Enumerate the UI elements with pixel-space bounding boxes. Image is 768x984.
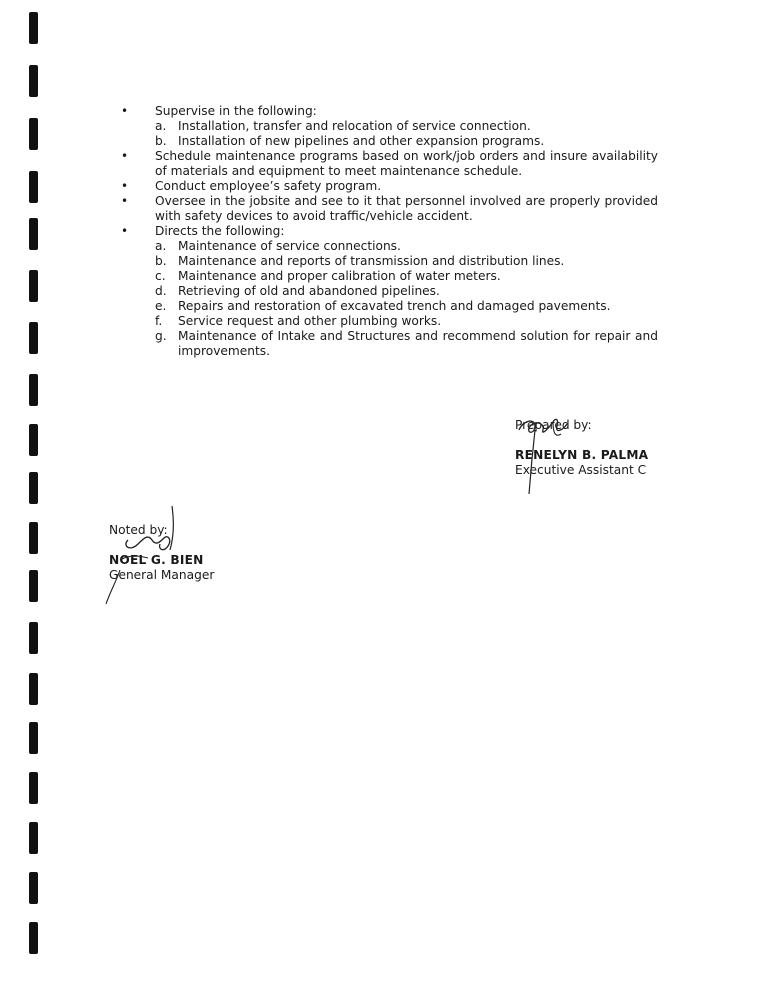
item-text: Installation, transfer and relocation of service connection. <box>178 119 531 133</box>
item-text: Maintenance of service connections. <box>178 239 401 253</box>
binding-mark <box>29 171 38 203</box>
noted-by-label: Noted by: <box>109 523 168 537</box>
sub-list-item <box>118 314 658 329</box>
item-text: Maintenance of Intake and Structures and recommend solution for repair and improvements. <box>178 329 658 358</box>
list-item <box>118 224 658 239</box>
preparer-name: RENELYN B. PALMA <box>515 448 649 462</box>
item-letter: d. <box>155 284 167 298</box>
bullet-icon: • <box>121 179 129 193</box>
item-text: Maintenance and proper calibration of water meters. <box>178 269 501 283</box>
sub-list-item <box>118 119 658 134</box>
item-letter: a. <box>155 119 167 133</box>
binding-mark <box>29 872 38 904</box>
binding-mark <box>29 12 38 44</box>
item-text: Directs the following: <box>155 224 285 238</box>
binding-mark <box>29 822 38 854</box>
binding-mark <box>29 65 38 97</box>
item-letter: e. <box>155 299 167 313</box>
binding-mark <box>29 424 38 456</box>
sub-list-item <box>118 329 658 359</box>
binding-mark <box>29 322 38 354</box>
bullet-icon: • <box>121 104 129 118</box>
approver-title: General Manager <box>109 568 215 582</box>
item-text: Retrieving of old and abandoned pipelines. <box>178 284 440 298</box>
sub-list-item <box>118 284 658 299</box>
sub-list-item <box>118 239 658 254</box>
prepared-by-label: Prepared by: <box>515 418 592 432</box>
item-text: Maintenance and reports of transmission and distribution lines. <box>178 254 565 268</box>
binding-mark <box>29 374 38 406</box>
noted-by-block <box>109 523 214 583</box>
item-letter: f. <box>155 314 163 328</box>
bullet-icon: • <box>121 194 129 208</box>
binding-mark <box>29 622 38 654</box>
bullet-icon: • <box>121 149 129 163</box>
item-letter: c. <box>155 269 166 283</box>
list-item <box>118 104 658 119</box>
item-letter: a. <box>155 239 167 253</box>
item-text: Schedule maintenance programs based on work/job orders and insure availability of materials and equipment to meet maintenance schedule. <box>155 149 658 178</box>
list-item <box>118 194 658 224</box>
binding-mark <box>29 722 38 754</box>
prepared-by-block <box>515 418 648 478</box>
item-text: Supervise in the following: <box>155 104 317 118</box>
sub-list-item <box>118 254 658 269</box>
list-item <box>118 149 658 179</box>
binding-mark <box>29 772 38 804</box>
approver-name: NOEL G. BIEN <box>109 553 204 567</box>
sub-list-item <box>118 269 658 284</box>
duties-list <box>118 104 658 359</box>
item-text: Conduct employee’s safety program. <box>155 179 382 193</box>
binding-mark <box>29 472 38 504</box>
item-text: Service request and other plumbing works. <box>178 314 442 328</box>
item-letter: b. <box>155 134 167 148</box>
binding-mark <box>29 270 38 302</box>
preparer-title: Executive Assistant C <box>515 463 647 477</box>
binding-mark <box>29 673 38 705</box>
item-text: Installation of new pipelines and other expansion programs. <box>178 134 545 148</box>
item-letter: b. <box>155 254 167 268</box>
item-letter: g. <box>155 329 167 343</box>
list-item <box>118 179 658 194</box>
sub-list-item <box>118 299 658 314</box>
binding-mark <box>29 522 38 554</box>
bullet-icon: • <box>121 224 129 238</box>
binding-mark <box>29 922 38 954</box>
sub-list-item <box>118 134 658 149</box>
item-text: Oversee in the jobsite and see to it that personnel involved are properly provided with safety devices to avoid traffic/vehicle accident. <box>155 194 658 223</box>
item-text: Repairs and restoration of excavated trench and damaged pavements. <box>178 299 611 313</box>
binding-mark <box>29 118 38 150</box>
binding-mark <box>29 218 38 250</box>
binding-mark <box>29 570 38 602</box>
